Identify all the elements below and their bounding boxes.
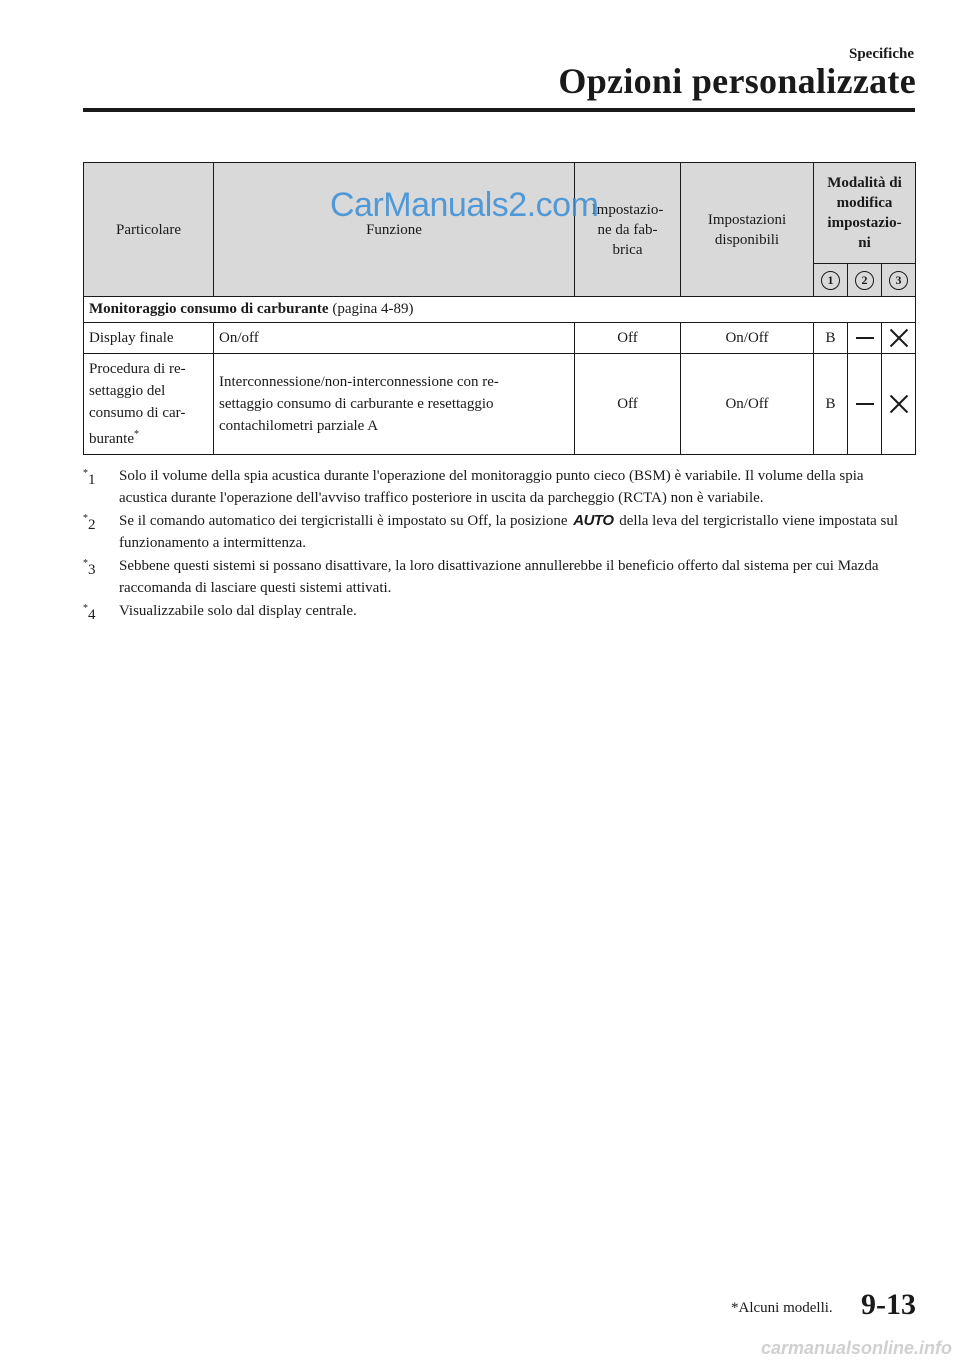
section-title: Monitoraggio consumo di carburante bbox=[89, 301, 329, 317]
section-row bbox=[84, 297, 916, 323]
cell-mode-2 bbox=[848, 323, 882, 354]
cross-icon bbox=[890, 329, 908, 347]
circled-number-2: 2 bbox=[855, 271, 874, 290]
cell-mode-3 bbox=[882, 354, 916, 455]
header-divider bbox=[83, 108, 915, 112]
cross-icon bbox=[890, 395, 908, 413]
footnotes bbox=[83, 465, 915, 623]
models-note: *Alcuni modelli. bbox=[731, 1300, 833, 1316]
cell-mode-3 bbox=[882, 323, 916, 354]
footnote-2: *2 Se il comando automatico dei tergicristalli è impostato su Off, la posizione AUTO della leva del tergicristallo viene impostata sul funzionamento a intermittenza. bbox=[83, 512, 899, 551]
cell-mode-1: B bbox=[814, 323, 848, 354]
dash-icon bbox=[856, 403, 874, 405]
cell-mode-2 bbox=[848, 354, 882, 455]
section-label: Specifiche bbox=[849, 46, 914, 62]
footnote-1: *1 Solo il volume della spia acustica durante l'operazione del monitoraggio punto cieco (BSM) è variabile. Il volume della spia acustica durante l'operazione dell'avviso traffico posteriore in uscita da parcheggio (RCTA) non è variabile. bbox=[83, 468, 864, 506]
circled-number-1: 1 bbox=[821, 271, 840, 290]
header-modalita: Modalità di modifica impostazio- ni bbox=[814, 163, 916, 264]
cell-particolare: Display finale bbox=[84, 323, 214, 354]
page-title: Opzioni personalizzate bbox=[558, 61, 916, 101]
cell-disponibili: On/Off bbox=[681, 354, 814, 455]
cell-mode-1: B bbox=[814, 354, 848, 455]
cell-funzione: Interconnessione/non-interconnessione con re- settaggio consumo di carburante e resettaggio contachilometri parziale A bbox=[214, 354, 575, 455]
circled-number-3: 3 bbox=[889, 271, 908, 290]
header-mode-3 bbox=[882, 264, 916, 297]
cell-disponibili: On/Off bbox=[681, 323, 814, 354]
site-watermark: carmanualsonline.info bbox=[760, 1338, 952, 1358]
table-row bbox=[84, 354, 916, 455]
header-impostazioni-disponibili: Impostazioni disponibili bbox=[681, 163, 814, 297]
header-mode-1 bbox=[814, 264, 848, 297]
footnote-mark: * bbox=[133, 429, 139, 440]
header-impostazione-fabbrica: Impostazio- ne da fab- brica bbox=[575, 163, 681, 297]
header-particolare: Particolare bbox=[84, 163, 214, 297]
section-page-ref: (pagina 4-89) bbox=[328, 301, 414, 317]
dash-icon bbox=[856, 337, 874, 339]
page-number: 9-13 bbox=[861, 1288, 916, 1321]
footnote-4: *4 Visualizzabile solo dal display centrale. bbox=[83, 603, 357, 623]
header-mode-2 bbox=[848, 264, 882, 297]
watermark-text: CarManuals2.com bbox=[330, 186, 599, 224]
cell-particolare: Procedura di re- settaggio del consumo di car- burante* bbox=[84, 354, 214, 455]
cell-fabbrica: Off bbox=[575, 323, 681, 354]
auto-wiper-icon: AUTO bbox=[573, 512, 614, 529]
cell-fabbrica: Off bbox=[575, 354, 681, 455]
footnote-3: *3 Sebbene questi sistemi si possano disattivare, la loro disattivazione annullerebbe il beneficio offerto dal sistema per cui Mazda raccomanda di lasciare questi sistemi attivati. bbox=[83, 558, 879, 596]
table-row bbox=[84, 323, 916, 354]
cell-funzione: On/off bbox=[214, 323, 575, 354]
header-funzione: Funzione bbox=[214, 163, 575, 297]
